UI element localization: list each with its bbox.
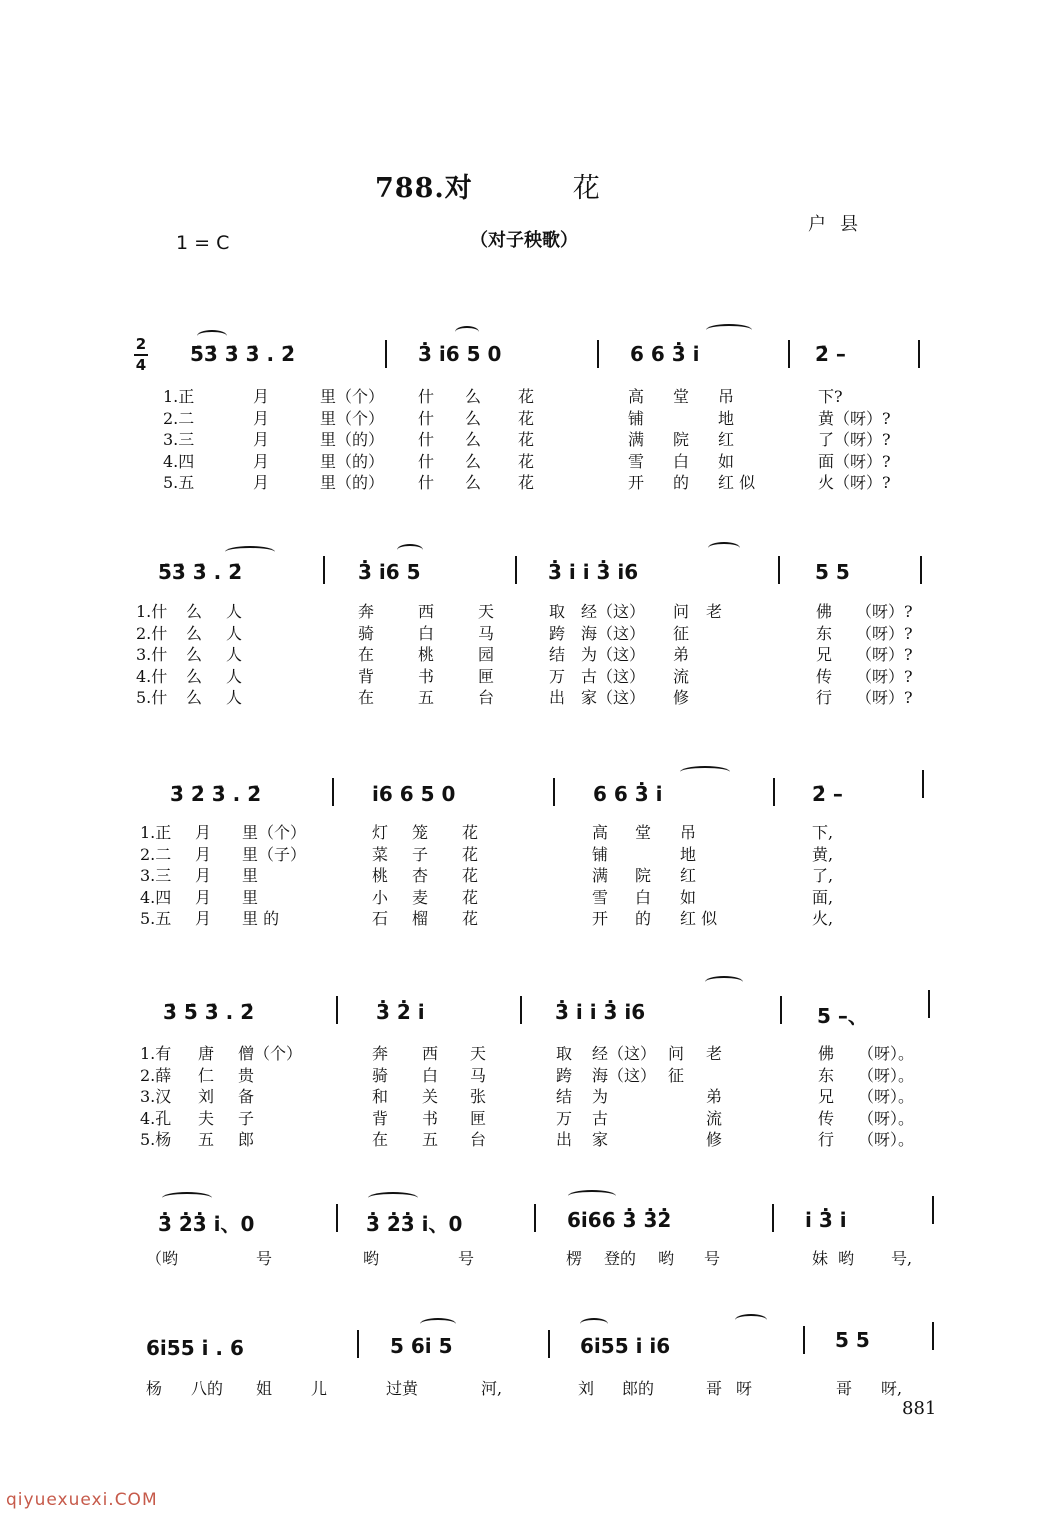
slur [735,1314,767,1326]
slur [705,976,743,988]
measure: 6i̇66 3̇ 3̇2̇ [567,1208,672,1232]
barline [803,1326,805,1354]
measure: 3̇ i̇ i̇ 3̇ i̇6 [548,560,639,584]
measure: 5 6i̇ 5 [390,1334,453,1358]
barline [323,556,325,584]
barline [385,340,387,368]
page-number: 881 [902,1398,937,1419]
key-signature: 1 = C [176,232,230,254]
barline [336,996,338,1024]
barline [778,556,780,584]
barline [534,1204,536,1232]
barline [918,340,920,368]
slur [420,1318,456,1330]
time-signature: 2 4 [135,335,147,374]
barline [357,1330,359,1358]
measure: 5 –、 [817,1004,868,1028]
measure: 3̇ i̇6 5 [358,560,421,584]
barline [788,340,790,368]
measure: 6i̇55 i̇ . 6 [146,1336,244,1360]
measure: 2̇ – [815,342,846,366]
barline [553,778,555,806]
barline [932,1322,934,1350]
slur [397,544,423,556]
measure: 3̇ i̇6 5 0 [418,342,502,366]
barline [922,770,924,798]
watermark: qiyuexuexi.COM [6,1490,158,1510]
measure: 5 5 [835,1328,870,1352]
barline [515,556,517,584]
barline [928,990,930,1018]
measure: 3̇ 5̇ 3̇ . 2̇ [163,1000,255,1024]
barline [332,778,334,806]
slur [455,326,479,338]
measure: 6 6 3̇ i̇ [630,342,700,366]
song-title: 788.对 花 [375,173,601,204]
barline [597,340,599,368]
slur [580,1318,608,1330]
slur [162,1192,212,1204]
barline [780,996,782,1024]
measure: 5̇3̇ 3̇ 3̇ . 2̇ [190,342,296,366]
score-page: 788.对 花 1 = C （对子秧歌） 户县 2 4 5̇3̇ 3̇ 3̇ . 2̇ 3̇ i̇6 5 0 6 6 3̇ i̇ 2̇ – 1.正 月 里（个） 什 么 花 高 堂 吊 下? 2.二 月 里（个） 什 么 花 铺 地 黄（呀）? 3.三 月 里（的） 什 么 花 满 院 红 了（呀）? 4.四 月 里（的） 什 么 花 雪 白 如 面（呀）? 5.五 月 里（的） 什 么 花 开 的 红 似 火（呀）? 5̇3̇ 3̇ . 2̇ 3̇ i̇6 5 3̇ i̇ i̇ 3̇ i̇6 5 5 1.什 么 人 奔 西 天 取 经（这） 问 老 佛 （呀）? 2.什 么 人 骑 白 马 跨 海（这） 征 东 （呀）? 3.什 么 人 在 桃 园 结 为（这） 弟 兄 （呀）? 4.什 么 人 背 书 匣 万 古（这） 流 传 （呀）? 5.什 么 人 在 五 台 出 家（这） 修 行 （呀）? 3̇ 2̇ 3̇ . 2̇ i̇6 6 5 0 6 6 3̇ i̇ 2̇ – 1.正 月 里（个） 灯 笼 花 高 堂 吊 下, 2.二 月 里（子） 菜 子 花 铺 地 黄, 3.三 月 里 桃 杏 花 满 院 红 了, 4.四 月 里 小 麦 花 雪 白 如 面, 5.五 月 里 的 石 榴 花 开 的 红 似 火, 3̇ 5̇ 3̇ . 2̇ 3̇ 2̇ i̇ 3̇ i̇ i̇ 3̇ i̇6 5 –、 1.有 唐 僧（个） 奔 西 天 取 经（这） 问 老 佛 （呀）。 2.薛 仁 贵 骑 白 马 跨 海（这） 征 东 （呀）。 3.汉 刘 备 和 关 张 结 为 弟 兄 （呀）。 4.孔 夫 子 背 书 匣 万 古 流 传 （呀）。 5.杨 五 郎 在 五 台 出 家 修 行 （呀）。 3̇ 2̇3̇ i̇、0 3̇ 2̇3̇ i̇、0 6i̇66 3̇ 3̇2̇ i̇ 3̇ i̇ （哟 号 哟 号 楞 登的 哟 号 妹 哟 号, 6i̇55 i̇ . 6 5 6i̇ 5 6i̇55 i̇ i̇6 5 5 杨 八的 姐 儿 过黄 河, 刘 郎的 哥 呀 哥 呀, 881 qiyuexuexi.COM [0,0,1054,1530]
measure: i̇ 3̇ i̇ [805,1208,847,1232]
measure: 5 5 [815,560,850,584]
barline [336,1204,338,1232]
barline [520,996,522,1024]
measure: i̇6 6 5 0 [372,782,456,806]
measure: 3̇ 2̇ i̇ [376,1000,425,1024]
measure: 6i̇55 i̇ i̇6 [580,1334,671,1358]
measure: 2̇ – [812,782,843,806]
measure: 3̇ 2̇ 3̇ . 2̇ [170,782,262,806]
measure: 5̇3̇ 3̇ . 2̇ [158,560,243,584]
barline [773,778,775,806]
barline [772,1204,774,1232]
slur [368,1192,418,1204]
region-label: 户县 [808,214,872,235]
slur [706,324,752,336]
slur [197,330,227,342]
barline [920,556,922,584]
measure: 3̇ i̇ i̇ 3̇ i̇6 [555,1000,646,1024]
slur [568,1190,616,1202]
measure: 3̇ 2̇3̇ i̇、0 [366,1212,463,1236]
slur [680,766,730,778]
measure: 3̇ 2̇3̇ i̇、0 [158,1212,255,1236]
slur [225,546,275,558]
genre-subtitle: （对子秧歌） [470,230,578,251]
slur [708,542,740,554]
measure: 6 6 3̇ i̇ [593,782,663,806]
barline [932,1196,934,1224]
barline [548,1330,550,1358]
